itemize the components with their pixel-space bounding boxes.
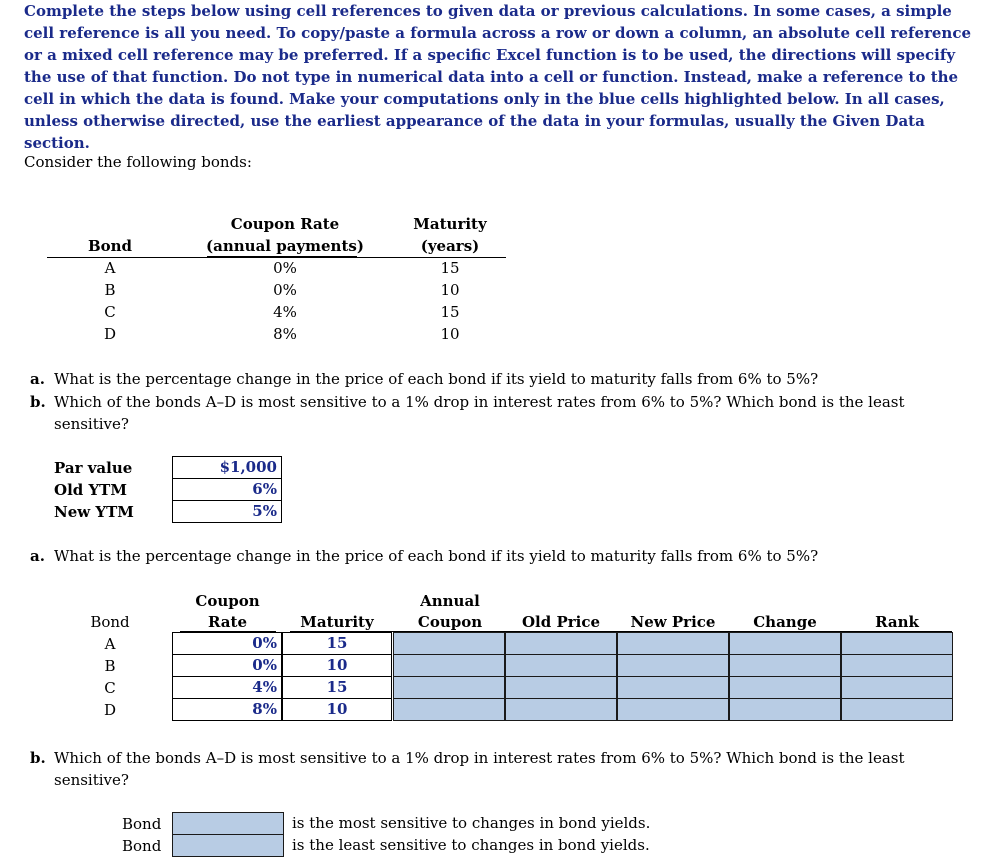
given-row-coupon: 0% bbox=[273, 281, 297, 299]
rank-input-cell[interactable] bbox=[841, 676, 953, 699]
given-header-maturity-line2: (years) bbox=[420, 237, 480, 255]
calc-header-maturity: Maturity bbox=[300, 613, 374, 631]
given-row-maturity: 15 bbox=[440, 303, 460, 321]
change-input-cell[interactable] bbox=[729, 632, 841, 655]
rank-input-cell[interactable] bbox=[841, 698, 953, 721]
instructions-text: Complete the steps below using cell references to given data or previous calculations. In some cases, a simple cell reference is all you need. To copy/paste a formula across a row or down a column, an absolute cell reference or a mixed cell reference may be preferred. If a specific Excel function is to be used, the directions will specify the use of that function. Do not type in numerical data into a cell or function. Instead, make a reference to the cell in which the data is found. Make your computations only in the blue cells highlighted below. In all cases, unless otherwise directed, use the earliest appearance of the data in your formulas, usually the Given Data section. bbox=[24, 2, 972, 152]
given-row-bond: D bbox=[103, 325, 117, 343]
question-b-repeat-label: b. bbox=[30, 749, 46, 767]
least-sensitive-bond-label: Bond bbox=[122, 837, 162, 855]
given-header-coupon-line2: (annual payments) bbox=[206, 237, 364, 255]
given-header-coupon-line1: Coupon Rate bbox=[230, 215, 340, 233]
given-row-maturity: 15 bbox=[440, 259, 460, 277]
given-header-maturity-line1: Maturity bbox=[413, 215, 487, 233]
given-row-coupon: 8% bbox=[273, 325, 297, 343]
annual-coupon-input-cell[interactable] bbox=[393, 654, 505, 677]
question-a-repeat-label: a. bbox=[30, 547, 45, 565]
rank-input-cell[interactable] bbox=[841, 632, 953, 655]
old-price-input-cell[interactable] bbox=[505, 654, 617, 677]
least-sensitive-input-cell[interactable] bbox=[172, 834, 284, 857]
annual-coupon-input-cell[interactable] bbox=[393, 676, 505, 699]
given-row-maturity: 10 bbox=[440, 325, 460, 343]
calc-header-rank: Rank bbox=[875, 613, 919, 631]
intro-text: Consider the following bonds: bbox=[24, 153, 252, 171]
question-b-repeat-text-line2: sensitive? bbox=[54, 771, 129, 789]
given-row-coupon: 4% bbox=[273, 303, 297, 321]
new-ytm-cell[interactable]: 5% bbox=[172, 500, 282, 523]
new-price-input-cell[interactable] bbox=[617, 698, 729, 721]
par-value-label: Par value bbox=[54, 459, 133, 477]
question-a-text: What is the percentage change in the price of each bond if its yield to maturity falls from 6% to 5%? bbox=[54, 370, 819, 388]
calc-header-old-price: Old Price bbox=[521, 613, 601, 631]
question-b-text-line2: sensitive? bbox=[54, 415, 129, 433]
annual-coupon-input-cell[interactable] bbox=[393, 698, 505, 721]
new-price-input-cell[interactable] bbox=[617, 654, 729, 677]
par-value-cell[interactable]: $1,000 bbox=[172, 456, 282, 479]
most-sensitive-bond-label: Bond bbox=[122, 815, 162, 833]
new-price-input-cell[interactable] bbox=[617, 632, 729, 655]
calc-row-bond: A bbox=[104, 635, 116, 653]
given-row-coupon: 0% bbox=[273, 259, 297, 277]
most-sensitive-text: is the most sensitive to changes in bond yields. bbox=[292, 814, 651, 832]
given-row-bond: B bbox=[104, 281, 116, 299]
calc-maturity-cell[interactable]: 15 bbox=[282, 632, 392, 655]
calc-header-annual-line2: Coupon bbox=[417, 613, 483, 631]
calc-coupon-cell[interactable]: 8% bbox=[172, 698, 282, 721]
given-header-bond: Bond bbox=[87, 237, 133, 255]
old-ytm-cell[interactable]: 6% bbox=[172, 478, 282, 501]
annual-coupon-input-cell[interactable] bbox=[393, 632, 505, 655]
old-price-input-cell[interactable] bbox=[505, 632, 617, 655]
calc-header-bond: Bond bbox=[90, 613, 130, 631]
calc-coupon-cell[interactable]: 4% bbox=[172, 676, 282, 699]
least-sensitive-text: is the least sensitive to changes in bond yields. bbox=[292, 836, 650, 854]
rank-input-cell[interactable] bbox=[841, 654, 953, 677]
calc-header-change: Change bbox=[753, 613, 817, 631]
new-price-input-cell[interactable] bbox=[617, 676, 729, 699]
calc-row-bond: B bbox=[104, 657, 116, 675]
most-sensitive-input-cell[interactable] bbox=[172, 812, 284, 835]
calc-row-bond: C bbox=[104, 679, 116, 697]
given-row-bond: A bbox=[104, 259, 116, 277]
calc-maturity-cell[interactable]: 15 bbox=[282, 676, 392, 699]
old-price-input-cell[interactable] bbox=[505, 676, 617, 699]
change-input-cell[interactable] bbox=[729, 676, 841, 699]
calc-coupon-cell[interactable]: 0% bbox=[172, 632, 282, 655]
calc-maturity-cell[interactable]: 10 bbox=[282, 698, 392, 721]
old-price-input-cell[interactable] bbox=[505, 698, 617, 721]
calc-coupon-cell[interactable]: 0% bbox=[172, 654, 282, 677]
question-b-label: b. bbox=[30, 393, 46, 411]
given-row-maturity: 10 bbox=[440, 281, 460, 299]
question-b-repeat-text-line1: Which of the bonds A–D is most sensitive to a 1% drop in interest rates from 6% to 5%? Which bond is the least bbox=[54, 749, 905, 767]
change-input-cell[interactable] bbox=[729, 698, 841, 721]
given-row-bond: C bbox=[104, 303, 116, 321]
old-ytm-label: Old YTM bbox=[54, 481, 127, 499]
calc-row-bond: D bbox=[103, 701, 117, 719]
calc-header-new-price: New Price bbox=[630, 613, 716, 631]
calc-maturity-cell[interactable]: 10 bbox=[282, 654, 392, 677]
question-a-repeat-text: What is the percentage change in the price of each bond if its yield to maturity falls from 6% to 5%? bbox=[54, 547, 819, 565]
new-ytm-label: New YTM bbox=[54, 503, 134, 521]
calc-header-coupon-line1: Coupon bbox=[195, 592, 260, 610]
calc-header-coupon-line2: Rate bbox=[207, 613, 247, 631]
change-input-cell[interactable] bbox=[729, 654, 841, 677]
calc-header-annual-line1: Annual bbox=[420, 592, 480, 610]
question-a-label: a. bbox=[30, 370, 45, 388]
question-b-text-line1: Which of the bonds A–D is most sensitive to a 1% drop in interest rates from 6% to 5%? Which bond is the least bbox=[54, 393, 905, 411]
